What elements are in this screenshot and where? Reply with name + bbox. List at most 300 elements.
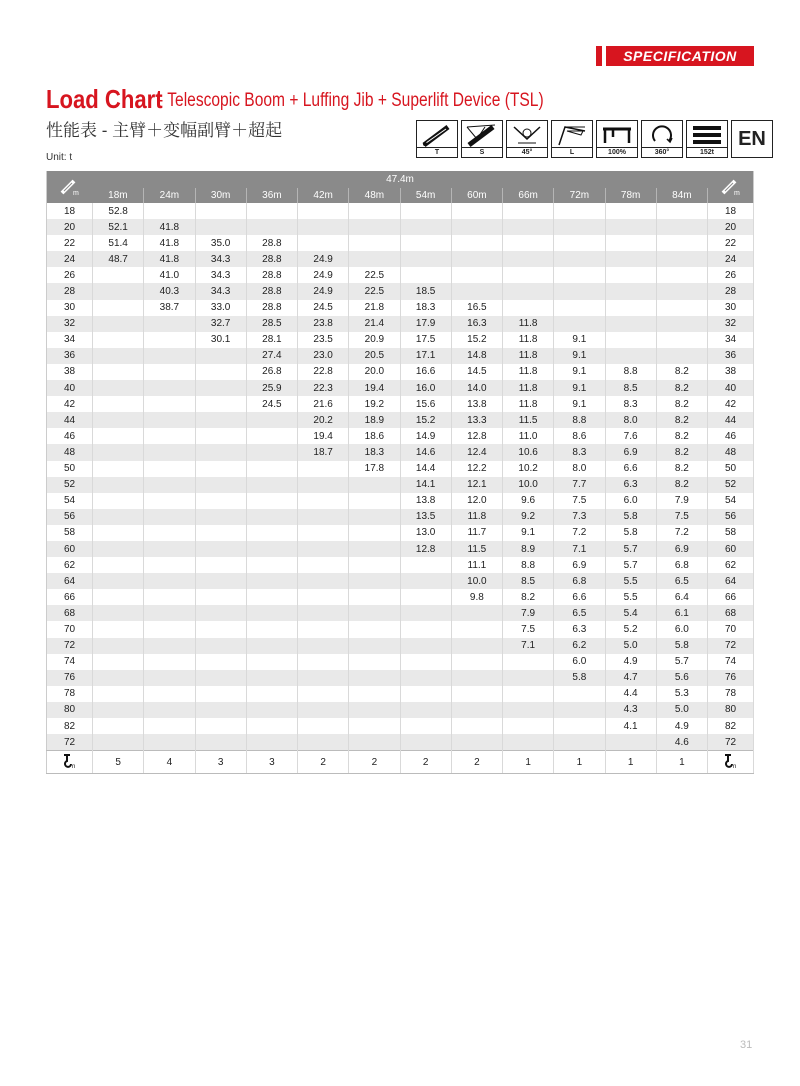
load-cell — [93, 428, 144, 444]
reeving-cell: 1 — [554, 751, 605, 774]
reeving-cell: 2 — [451, 751, 502, 774]
radius-cell: 20 — [708, 219, 754, 235]
load-cell — [246, 734, 297, 751]
load-cell — [246, 461, 297, 477]
load-cell — [298, 670, 349, 686]
load-cell: 6.9 — [656, 541, 707, 557]
load-cell — [400, 219, 451, 235]
table-row — [47, 686, 754, 702]
load-cell: 7.2 — [656, 525, 707, 541]
load-cell — [503, 203, 554, 219]
load-cell — [400, 718, 451, 734]
radius-cell: 78 — [708, 686, 754, 702]
load-cell — [451, 734, 502, 751]
load-cell: 14.0 — [451, 380, 502, 396]
radius-cell: 20 — [47, 219, 93, 235]
load-cell — [400, 235, 451, 251]
load-cell: 12.8 — [451, 428, 502, 444]
radius-cell: 26 — [708, 267, 754, 283]
load-cell — [656, 203, 707, 219]
load-cell: 17.5 — [400, 332, 451, 348]
load-cell — [195, 428, 246, 444]
radius-cell: 42 — [47, 396, 93, 412]
radius-cell: 80 — [47, 702, 93, 718]
load-cell — [195, 364, 246, 380]
table-row — [47, 734, 754, 751]
load-cell: 5.5 — [605, 573, 656, 589]
load-cell: 11.8 — [503, 396, 554, 412]
load-cell — [246, 654, 297, 670]
load-cell: 20.9 — [349, 332, 400, 348]
load-cell: 16.0 — [400, 380, 451, 396]
load-cell — [246, 541, 297, 557]
radius-cell: 54 — [47, 493, 93, 509]
load-cell: 4.9 — [656, 718, 707, 734]
radius-cell: 36 — [47, 348, 93, 364]
icon-caption: S — [462, 147, 502, 157]
load-cell — [144, 605, 195, 621]
load-cell — [349, 573, 400, 589]
load-cell: 4.3 — [605, 702, 656, 718]
table-row — [47, 702, 754, 718]
table-row — [47, 461, 754, 477]
svg-text:m: m — [733, 189, 740, 196]
load-cell: 6.3 — [605, 477, 656, 493]
load-cell — [93, 573, 144, 589]
load-cell: 14.9 — [400, 428, 451, 444]
load-cell — [298, 541, 349, 557]
load-cell: 8.2 — [656, 461, 707, 477]
load-cell — [195, 477, 246, 493]
radius-cell: 60 — [47, 541, 93, 557]
load-chart-table — [46, 171, 754, 774]
radius-cell: 72 — [47, 734, 93, 751]
load-cell — [246, 219, 297, 235]
load-cell — [246, 573, 297, 589]
load-cell — [349, 541, 400, 557]
load-cell — [246, 557, 297, 573]
load-cell — [144, 332, 195, 348]
chinese-title: 性能表 - 主臂＋变幅副臂＋超起 — [46, 121, 283, 140]
table-row — [47, 332, 754, 348]
load-cell: 27.4 — [246, 348, 297, 364]
load-cell: 9.1 — [554, 396, 605, 412]
table-row — [47, 477, 754, 493]
jib-length-header: 18m — [93, 188, 144, 203]
load-cell: 24.9 — [298, 267, 349, 283]
load-cell — [400, 670, 451, 686]
load-cell — [93, 493, 144, 509]
load-cell — [195, 621, 246, 637]
load-cell — [554, 300, 605, 316]
load-cell — [144, 589, 195, 605]
load-cell: 9.2 — [503, 509, 554, 525]
load-cell — [298, 235, 349, 251]
load-cell — [349, 235, 400, 251]
luffing-jib-icon — [551, 120, 593, 158]
load-cell — [144, 428, 195, 444]
load-cell — [656, 251, 707, 267]
load-cell: 52.8 — [93, 203, 144, 219]
svg-text:n: n — [71, 763, 75, 769]
load-cell — [246, 718, 297, 734]
load-cell — [195, 412, 246, 428]
page-number: 31 — [740, 1039, 753, 1051]
load-cell: 7.1 — [554, 541, 605, 557]
load-cell: 22.5 — [349, 267, 400, 283]
load-cell — [554, 219, 605, 235]
load-cell — [144, 621, 195, 637]
load-cell — [554, 316, 605, 332]
load-cell — [554, 283, 605, 299]
radius-cell: 56 — [708, 509, 754, 525]
load-cell — [451, 718, 502, 734]
radius-cell: 62 — [47, 557, 93, 573]
radius-icon — [708, 171, 754, 203]
load-cell — [93, 300, 144, 316]
icon-caption: T — [417, 147, 457, 157]
load-cell — [451, 283, 502, 299]
load-cell — [298, 702, 349, 718]
radius-cell: 76 — [47, 670, 93, 686]
load-cell — [298, 493, 349, 509]
load-cell — [93, 686, 144, 702]
jib-length-header-row — [47, 188, 754, 203]
load-cell: 38.7 — [144, 300, 195, 316]
load-cell: 5.3 — [656, 686, 707, 702]
table-row — [47, 380, 754, 396]
reeving-cell: 2 — [400, 751, 451, 774]
load-cell: 11.8 — [503, 348, 554, 364]
load-cell — [246, 203, 297, 219]
load-cell: 28.8 — [246, 251, 297, 267]
radius-cell: 30 — [708, 300, 754, 316]
load-cell: 8.5 — [503, 573, 554, 589]
badge-accent-bar — [596, 46, 602, 66]
radius-cell: 58 — [708, 525, 754, 541]
configuration-icons — [416, 120, 773, 158]
load-cell: 18.5 — [400, 283, 451, 299]
load-cell — [554, 734, 605, 751]
table-row — [47, 283, 754, 299]
load-cell: 7.2 — [554, 525, 605, 541]
radius-cell: 34 — [708, 332, 754, 348]
load-cell — [144, 654, 195, 670]
counterweight-icon — [686, 120, 728, 158]
table-row — [47, 493, 754, 509]
load-cell: 5.8 — [656, 638, 707, 654]
load-cell: 14.8 — [451, 348, 502, 364]
load-cell: 24.9 — [298, 251, 349, 267]
radius-cell: 18 — [47, 203, 93, 219]
load-cell — [195, 219, 246, 235]
load-cell: 11.8 — [451, 509, 502, 525]
load-cell: 14.4 — [400, 461, 451, 477]
hook-icon — [47, 751, 93, 774]
radius-cell: 22 — [708, 235, 754, 251]
reeving-cell: 3 — [195, 751, 246, 774]
load-cell — [400, 638, 451, 654]
load-cell — [93, 557, 144, 573]
radius-cell: 56 — [47, 509, 93, 525]
load-cell — [93, 267, 144, 283]
load-cell — [503, 654, 554, 670]
load-cell: 11.8 — [503, 332, 554, 348]
table-row — [47, 621, 754, 637]
load-cell: 5.8 — [554, 670, 605, 686]
load-cell — [246, 477, 297, 493]
radius-cell: 30 — [47, 300, 93, 316]
radius-cell: 44 — [47, 412, 93, 428]
load-cell — [554, 203, 605, 219]
load-cell — [605, 734, 656, 751]
load-cell: 5.4 — [605, 605, 656, 621]
load-cell: 18.3 — [400, 300, 451, 316]
load-cell — [246, 605, 297, 621]
load-cell — [503, 267, 554, 283]
load-cell: 30.1 — [195, 332, 246, 348]
load-cell — [400, 557, 451, 573]
load-cell — [298, 621, 349, 637]
reeving-cell: 4 — [144, 751, 195, 774]
jib-length-header: 42m — [298, 188, 349, 203]
load-cell: 40.3 — [144, 283, 195, 299]
load-cell: 9.1 — [554, 380, 605, 396]
load-cell — [503, 702, 554, 718]
table-row — [47, 219, 754, 235]
load-cell — [195, 203, 246, 219]
radius-cell: 38 — [47, 364, 93, 380]
table-row — [47, 364, 754, 380]
radius-cell: 60 — [708, 541, 754, 557]
load-cell — [554, 235, 605, 251]
radius-cell: 72 — [708, 638, 754, 654]
load-cell — [298, 557, 349, 573]
radius-cell: 82 — [708, 718, 754, 734]
load-cell: 8.3 — [605, 396, 656, 412]
load-cell: 19.2 — [349, 396, 400, 412]
radius-cell: 26 — [47, 267, 93, 283]
load-cell — [605, 332, 656, 348]
load-cell — [93, 638, 144, 654]
load-cell: 12.2 — [451, 461, 502, 477]
table-row — [47, 348, 754, 364]
radius-cell: 78 — [47, 686, 93, 702]
table-row — [47, 300, 754, 316]
table-row — [47, 670, 754, 686]
load-cell: 4.1 — [605, 718, 656, 734]
load-cell — [503, 670, 554, 686]
load-cell — [93, 396, 144, 412]
load-cell — [349, 654, 400, 670]
load-cell — [298, 718, 349, 734]
load-cell — [554, 686, 605, 702]
load-cell: 28.8 — [246, 267, 297, 283]
table-row — [47, 718, 754, 734]
radius-cell: 74 — [47, 654, 93, 670]
icon-caption: 45° — [507, 147, 547, 157]
load-cell — [144, 203, 195, 219]
load-cell — [349, 219, 400, 235]
table-row — [47, 267, 754, 283]
load-cell — [93, 444, 144, 460]
load-cell — [93, 541, 144, 557]
load-cell — [349, 493, 400, 509]
load-cell: 8.2 — [656, 364, 707, 380]
load-cell — [605, 267, 656, 283]
load-cell: 18.3 — [349, 444, 400, 460]
radius-cell: 50 — [47, 461, 93, 477]
radius-cell: 40 — [47, 380, 93, 396]
load-cell — [349, 734, 400, 751]
table-row — [47, 525, 754, 541]
jib-length-header: 24m — [144, 188, 195, 203]
specification-badge — [596, 46, 754, 66]
load-cell: 22.5 — [349, 283, 400, 299]
radius-cell: 34 — [47, 332, 93, 348]
load-cell: 41.8 — [144, 251, 195, 267]
icon-caption: 100% — [597, 147, 637, 157]
load-cell — [195, 638, 246, 654]
table-row — [47, 412, 754, 428]
load-cell — [144, 670, 195, 686]
load-cell: 28.8 — [246, 235, 297, 251]
radius-cell: 32 — [708, 316, 754, 332]
radius-icon — [47, 171, 93, 203]
load-cell — [400, 605, 451, 621]
radius-cell: 62 — [708, 557, 754, 573]
load-cell — [93, 670, 144, 686]
load-cell: 11.0 — [503, 428, 554, 444]
load-cell — [144, 525, 195, 541]
radius-cell: 42 — [708, 396, 754, 412]
table-row — [47, 557, 754, 573]
svg-text:n: n — [732, 763, 736, 769]
load-cell — [93, 509, 144, 525]
load-cell: 14.5 — [451, 364, 502, 380]
load-cell — [93, 718, 144, 734]
load-cell — [451, 670, 502, 686]
load-cell — [349, 477, 400, 493]
load-cell: 9.1 — [554, 348, 605, 364]
table-row — [47, 654, 754, 670]
load-cell: 34.3 — [195, 251, 246, 267]
table-row — [47, 444, 754, 460]
load-cell: 8.2 — [656, 412, 707, 428]
load-cell: 13.8 — [451, 396, 502, 412]
jib-length-header: 30m — [195, 188, 246, 203]
load-cell — [349, 718, 400, 734]
radius-cell: 52 — [708, 477, 754, 493]
load-cell — [144, 509, 195, 525]
load-cell: 22.8 — [298, 364, 349, 380]
load-cell — [144, 412, 195, 428]
load-cell: 4.7 — [605, 670, 656, 686]
radius-cell: 40 — [708, 380, 754, 396]
load-cell: 23.5 — [298, 332, 349, 348]
load-cell: 15.6 — [400, 396, 451, 412]
title-main: Load Chart — [46, 84, 163, 114]
load-cell — [93, 525, 144, 541]
jib-length-header: 72m — [554, 188, 605, 203]
reeving-cell: 5 — [93, 751, 144, 774]
load-cell: 17.8 — [349, 461, 400, 477]
load-cell: 28.1 — [246, 332, 297, 348]
radius-cell: 66 — [47, 589, 93, 605]
load-cell: 8.2 — [656, 380, 707, 396]
load-cell — [246, 412, 297, 428]
outrigger-span-icon — [596, 120, 638, 158]
load-cell: 6.0 — [554, 654, 605, 670]
load-cell — [349, 557, 400, 573]
load-cell — [144, 557, 195, 573]
load-cell: 8.2 — [656, 428, 707, 444]
load-cell: 6.5 — [554, 605, 605, 621]
load-cell: 12.4 — [451, 444, 502, 460]
load-cell: 8.0 — [605, 412, 656, 428]
load-cell — [503, 219, 554, 235]
load-cell — [349, 509, 400, 525]
radius-cell: 48 — [708, 444, 754, 460]
load-cell: 6.9 — [554, 557, 605, 573]
load-cell — [503, 251, 554, 267]
load-cell: 8.6 — [554, 428, 605, 444]
load-cell: 6.4 — [656, 589, 707, 605]
load-cell: 10.2 — [503, 461, 554, 477]
radius-cell: 28 — [47, 283, 93, 299]
load-cell — [144, 686, 195, 702]
table-row — [47, 589, 754, 605]
superlift-icon — [461, 120, 503, 158]
radius-cell: 70 — [708, 621, 754, 637]
load-cell — [605, 283, 656, 299]
load-cell: 51.4 — [93, 235, 144, 251]
load-cell: 9.1 — [554, 332, 605, 348]
load-cell — [246, 686, 297, 702]
load-cell — [298, 219, 349, 235]
load-cell — [400, 203, 451, 219]
load-cell: 26.8 — [246, 364, 297, 380]
load-cell — [144, 316, 195, 332]
load-cell: 8.0 — [554, 461, 605, 477]
radius-cell: 68 — [47, 605, 93, 621]
radius-cell: 70 — [47, 621, 93, 637]
load-cell — [144, 702, 195, 718]
load-cell: 16.3 — [451, 316, 502, 332]
radius-cell: 82 — [47, 718, 93, 734]
load-cell — [298, 477, 349, 493]
table-row — [47, 251, 754, 267]
load-cell: 18.9 — [349, 412, 400, 428]
load-cell — [451, 654, 502, 670]
load-cell — [195, 348, 246, 364]
radius-cell: 38 — [708, 364, 754, 380]
load-cell: 28.8 — [246, 283, 297, 299]
load-cell — [451, 203, 502, 219]
load-cell: 8.2 — [503, 589, 554, 605]
load-cell — [298, 654, 349, 670]
load-cell: 11.8 — [503, 380, 554, 396]
load-cell: 34.3 — [195, 283, 246, 299]
load-cell — [195, 444, 246, 460]
load-cell: 8.9 — [503, 541, 554, 557]
load-cell — [298, 461, 349, 477]
load-cell: 5.8 — [605, 509, 656, 525]
load-cell: 8.8 — [503, 557, 554, 573]
load-cell: 20.0 — [349, 364, 400, 380]
load-cell: 6.8 — [656, 557, 707, 573]
radius-cell: 46 — [47, 428, 93, 444]
